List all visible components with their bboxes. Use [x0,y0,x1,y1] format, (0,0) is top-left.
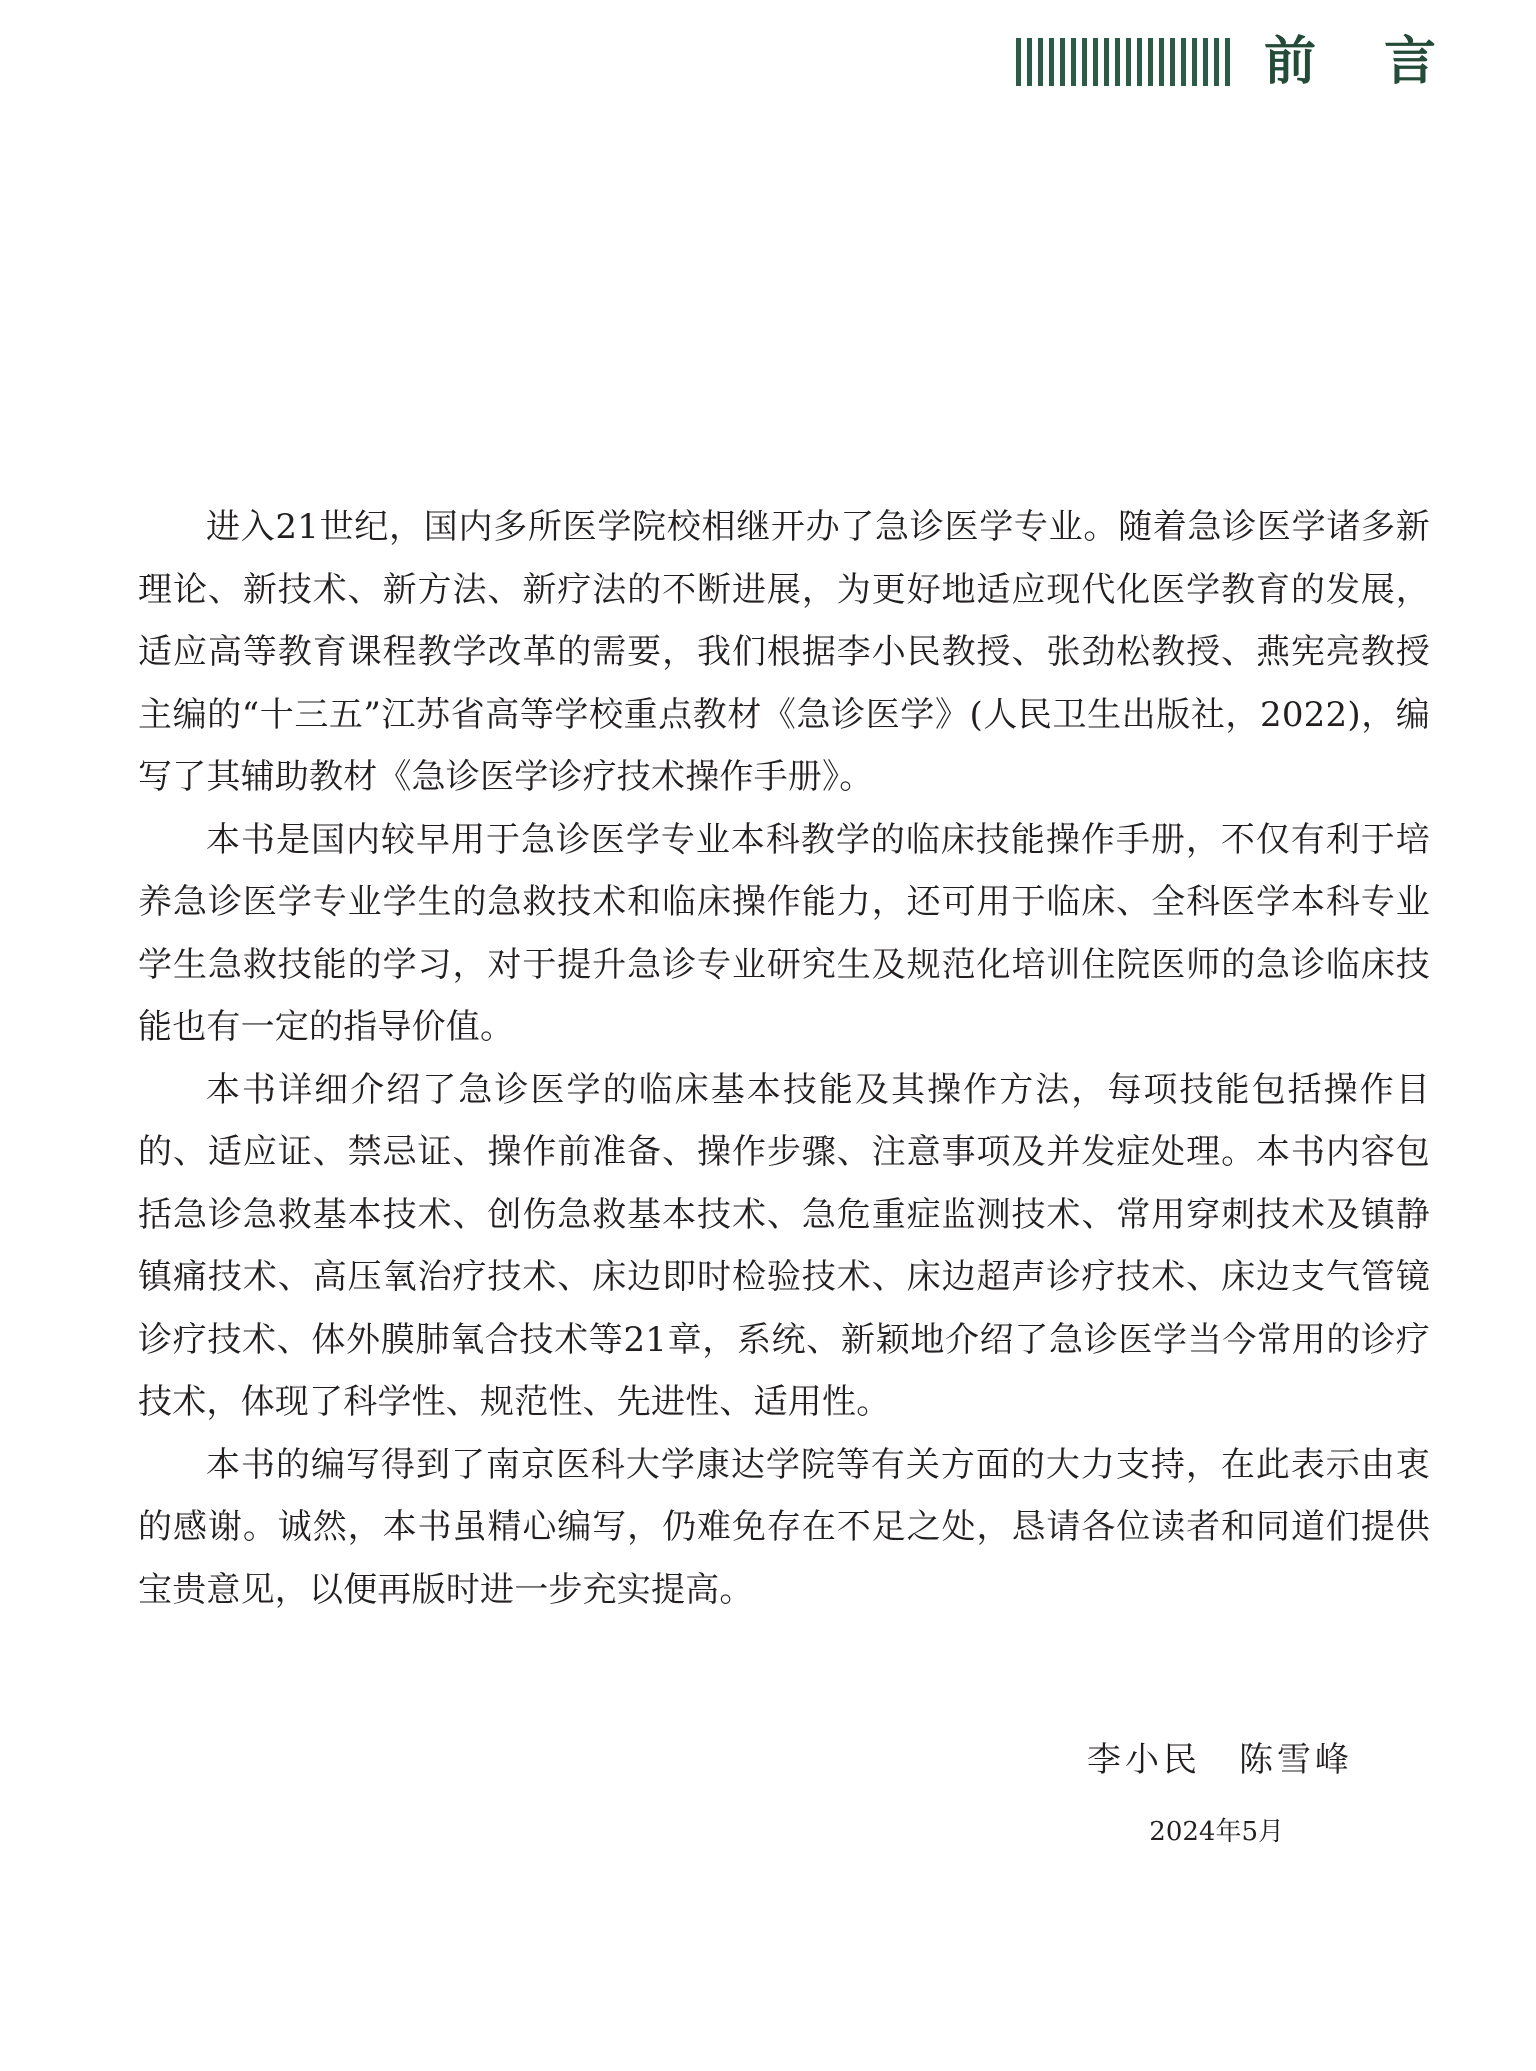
stripe [1027,38,1032,86]
stripe [1159,38,1164,86]
stripe [1225,38,1230,86]
stripe [1082,38,1087,86]
page-header [1016,31,1504,92]
stripe [1093,38,1098,86]
paragraph: 本书详细介绍了急诊医学的临床基本技能及其操作方法，每项技能包括操作目的、适应证、禁忌证、操作前准备、操作步骤、注意事项及并发症处理。本书内容包括急诊急救基本技术、创伤急救基本技术、急危重症监测技术、常用穿刺技术及镇静镇痛技术、高压氧治疗技术、床边即时检验技术、床边超声诊疗技术、床边支气管镜诊疗技术、体外膜肺氧合技术等21章，系统、新颖地介绍了急诊医学当今常用的诊疗技术，体现了科学性、规范性、先进性、适用性。 [138,1069,1430,1422]
stripe [1115,38,1120,86]
stripe [1181,38,1186,86]
signature-date: 2024年5月 [1149,1817,1284,1847]
stripe [1137,38,1142,86]
author-signature: 李小民 陈雪峰 [1087,1740,1353,1780]
stripe [1148,38,1153,86]
stripe [1104,38,1109,86]
stripe [1126,38,1131,86]
paragraph: 进入21世纪，国内多所医学院校相继开办了急诊医学专业。随着急诊医学诸多新理论、新技术、新方法、新疗法的不断进展，为更好地适应现代化医学教育的发展，适应高等教育课程教学改革的需要，我们根据李小民教授、张劲松教授、燕宪亮教授主编的“十三五”江苏省高等学校重点教材《急诊医学》(人民卫生出版社，2022)，编写了其辅助教材《急诊医学诊疗技术操作手册》。 [138,507,1430,797]
stripe [1060,38,1065,86]
paragraph: 本书是国内较早用于急诊医学专业本科教学的临床技能操作手册，不仅有利于培养急诊医学专业学生的急救技术和临床操作能力，还可用于临床、全科医学本科专业学生急救技能的学习，对于提升急诊专业研究生及规范化培训住院医师的急诊临床技能也有一定的指导价值。 [138,819,1430,1047]
stripe [1170,38,1175,86]
paragraph: 本书的编写得到了南京医科大学康达学院等有关方面的大力支持，在此表示由衷的感谢。诚然，本书虽精心编写，仍难免存在不足之处，恳请各位读者和同道们提供宝贵意见，以便再版时进一步充实提高。 [138,1444,1430,1610]
decorative-stripes [1016,38,1236,86]
stripe [1038,38,1043,86]
stripe [1214,38,1219,86]
stripe [1203,38,1208,86]
preface-body [138,496,1430,1621]
stripe [1192,38,1197,86]
stripe [1016,38,1021,86]
stripe [1071,38,1076,86]
page-title: 前言 [1263,31,1504,92]
stripe [1049,38,1054,86]
